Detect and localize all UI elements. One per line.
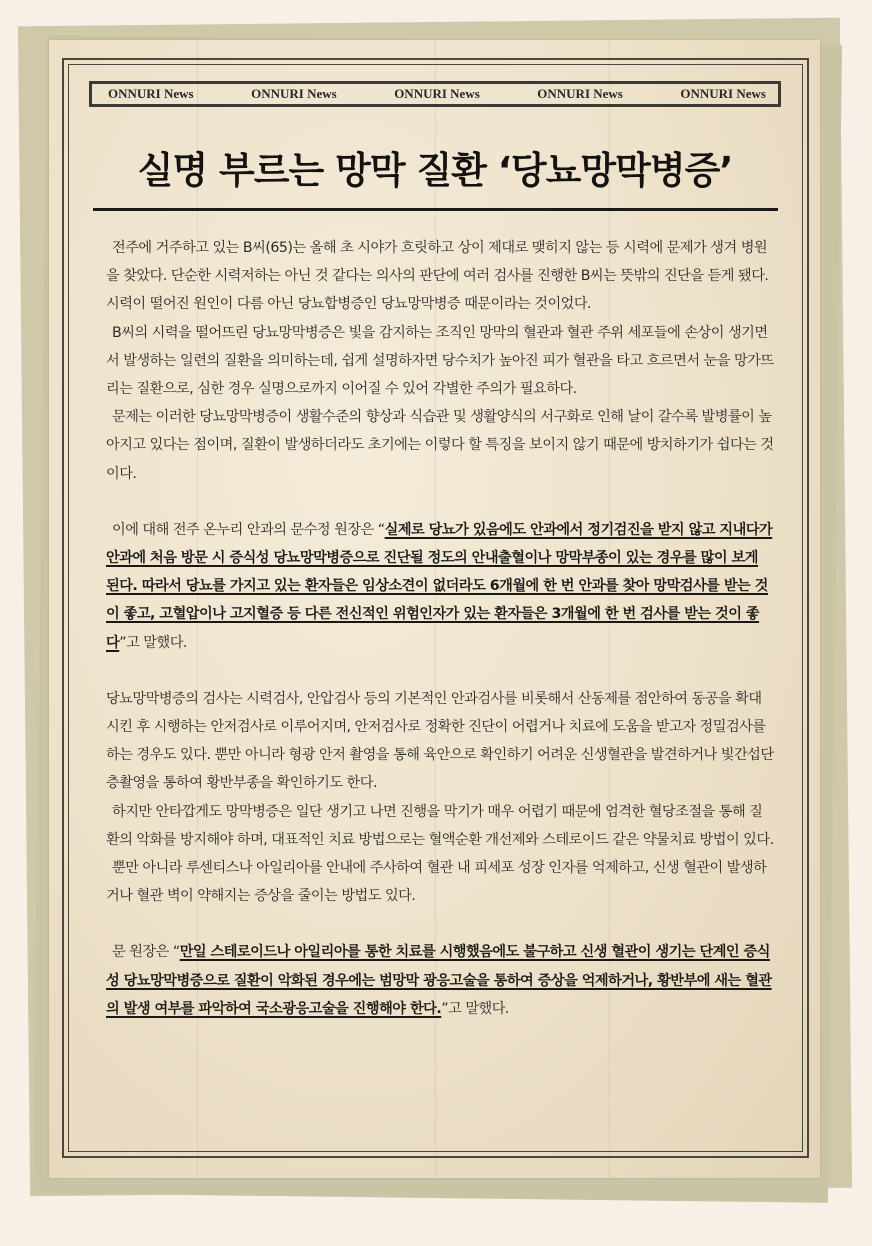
spacer [106, 488, 774, 516]
masthead-bar [89, 81, 781, 107]
paragraph: 하지만 안타깝게도 망막병증은 일단 생기고 나면 진행을 막기가 매우 어렵기 때문에 엄격한 혈당조절을 통해 질환의 악화를 방지해야 하며, 대표적인 치료 방법으로는 혈액순환 개선제와 스테로이드 같은 약물치료 방법이 있다. [106, 803, 774, 848]
masthead-item: ONNURI News [394, 86, 480, 101]
masthead-item: ONNURI News [537, 86, 623, 101]
masthead-item: ONNURI News [108, 86, 194, 101]
headline: 실명 부르는 망막 질환 ‘당뇨망막병증’ [137, 149, 733, 192]
paragraph-quote [106, 938, 774, 1023]
paragraph: 뿐만 아니라 루센티스나 아일리아를 안내에 주사하여 혈관 내 피세포 성장 인자를 억제하고, 신생 혈관이 발생하거나 혈관 벽이 약해지는 증상을 줄이는 방법도 있다. [106, 860, 767, 905]
quote-emphasis: 만일 스테로이드나 아일리아를 통한 치료를 시행했음에도 불구하고 신생 혈관이 생기는 단계인 증식성 당뇨망막병증으로 질환이 악화된 경우에는 범망막 광응고술을 통하여 증상을 억제하거나, 황반부에 새는 혈관의 발생 여부를 파악하여 국소광응고술을 진행해야 한다. [106, 944, 772, 1017]
quote-tail: ”고 말했다. [441, 1000, 509, 1017]
quote-tail: ”고 말했다. [119, 634, 187, 651]
quote-lead: 문 원장은 “ [112, 944, 180, 961]
masthead-item: ONNURI News [251, 86, 337, 101]
quote-lead: 이에 대해 전주 온누리 안과의 문수정 원장은 “ [112, 521, 385, 538]
article-body [106, 234, 774, 1023]
paragraph: 당뇨망막병증의 검사는 시력검사, 안압검사 등의 기본적인 안과검사를 비롯해서 산동제를 점안하여 동공을 확대 시킨 후 시행하는 안저검사로 이루어지며, 안저검사로 정확한 진단이 어렵거나 치료에 도움을 받고자 정밀검사를 하는 경우도 있다. 뿐만 아니라 형광 안저 촬영을 통해 육안으로 확인하기 어려운 신생혈관을 발견하거나 빛간섭단층촬영을 통하여 황반부종을 확인하기도 한다. [106, 690, 774, 792]
headline-rule [93, 208, 778, 211]
paragraph: B씨의 시력을 떨어뜨린 당뇨망막병증은 빛을 감지하는 조직인 망막의 혈관과 혈관 주위 세포들에 손상이 생기면서 발생하는 일련의 질환을 의미하는데, 쉽게 설명하자면 당수치가 높아진 피가 혈관을 타고 흐르면서 눈을 망가뜨리는 질환으로, 심한 경우 실명으로까지 이어질 수 있어 각별한 주의가 필요하다. [106, 324, 774, 398]
masthead-item: ONNURI News [680, 86, 766, 101]
quote-emphasis: 실제로 당뇨가 있음에도 안과에서 정기검진을 받지 않고 지내다가 안과에 처음 방문 시 증식성 당뇨망막병증으로 진단될 정도의 안내출혈이나 망막부종이 있는 경우를 많이 보게 된다. 따라서 당뇨를 가지고 있는 환자들은 임상소견이 없더라도 6개월에 한 번 안과를 찾아 망막검사를 받는 것이 좋고, 고혈압이나 고지혈증 등 다른 전신적인 위험인자가 있는 환자들은 3개월에 한 번 검사를 받는 것이 좋다 [106, 521, 773, 651]
paragraph: 문제는 이러한 당뇨망막병증이 생활수준의 향상과 식습관 및 생활양식의 서구화로 인해 날이 갈수록 발병률이 높아지고 있다는 점이며, 질환이 발생하더라도 초기에는 이렇다 할 특징을 보이지 않기 때문에 방치하기가 쉽다는 것이다. [106, 409, 774, 482]
paragraph-quote [106, 516, 774, 657]
spacer [106, 657, 774, 685]
paragraph: 전주에 거주하고 있는 B씨(65)는 올해 초 시야가 흐릿하고 상이 제대로 맺히지 않는 등 시력에 문제가 생겨 병원을 찾았다. 단순한 시력저하는 아닌 것 같다는 의사의 판단에 여러 검사를 진행한 B씨는 뜻밖의 진단을 듣게 됐다. 시력이 떨어진 원인이 다름 아닌 당뇨합병증인 당뇨망막병증 때문이라는 것이었다. [106, 240, 769, 313]
spacer [106, 910, 774, 938]
